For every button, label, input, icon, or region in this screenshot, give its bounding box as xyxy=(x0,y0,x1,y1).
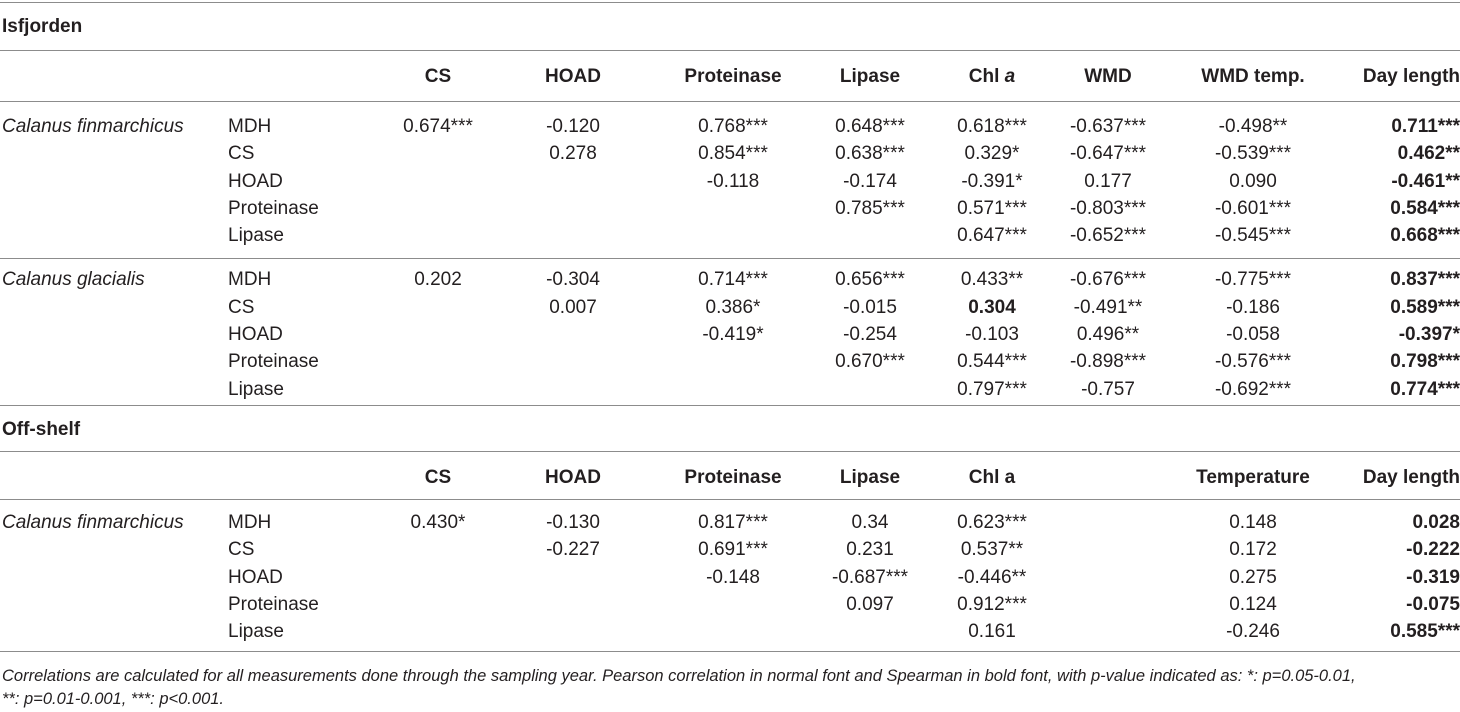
footnote-line: Correlations are calculated for all measurements done through the sampling year. Pearson correlation in normal font and Spearman in bold font, with p-value indicated as: *: p=0.05-0.01, xyxy=(2,667,1356,685)
cell: 0.097 xyxy=(846,594,894,615)
cell: 0.544*** xyxy=(957,351,1027,372)
cell: -0.148 xyxy=(706,567,760,588)
footnote-line: **: p=0.01-0.001, ***: p<0.001. xyxy=(2,690,225,708)
cell: 0.148 xyxy=(1229,512,1277,533)
cell: 0.496** xyxy=(1076,324,1140,345)
cell: -0.461** xyxy=(1391,171,1460,192)
rule-section-separator xyxy=(0,405,1460,406)
row-label: Lipase xyxy=(228,225,284,246)
cell: -0.687*** xyxy=(831,567,909,588)
row-label: HOAD xyxy=(228,171,283,192)
col-header: Day length xyxy=(1362,467,1460,488)
cell: 0.638*** xyxy=(835,143,905,164)
species-label: Calanus finmarchicus xyxy=(2,116,184,137)
cell: -0.601*** xyxy=(1214,198,1292,219)
table-footnote xyxy=(2,665,1458,711)
rule-top xyxy=(0,2,1460,3)
cell: 0.278 xyxy=(549,143,597,164)
cell: 0.231 xyxy=(846,539,894,560)
rule-offshelf-title xyxy=(0,451,1460,452)
row-label: Lipase xyxy=(228,621,284,642)
cell: 0.537** xyxy=(960,539,1024,560)
row-label: HOAD xyxy=(228,324,283,345)
cell: 0.028 xyxy=(1412,512,1460,533)
row-label: CS xyxy=(228,539,255,560)
cell: -0.652*** xyxy=(1069,225,1147,246)
col-header: Temperature xyxy=(1196,467,1310,488)
species-label: Calanus glacialis xyxy=(2,269,145,290)
cell: 0.433** xyxy=(960,269,1024,290)
cell: 0.202 xyxy=(414,269,462,290)
row-label: Proteinase xyxy=(228,198,319,219)
row-label: Lipase xyxy=(228,379,284,400)
col-header: Proteinase xyxy=(684,467,782,488)
row-label: HOAD xyxy=(228,567,283,588)
col-header: Chl a xyxy=(968,467,1016,488)
col-header: Proteinase xyxy=(684,66,782,87)
cell: 0.386* xyxy=(705,297,761,318)
cell: -0.174 xyxy=(843,171,897,192)
cell: 0.674*** xyxy=(403,116,473,137)
cell: -0.075 xyxy=(1406,594,1460,615)
col-header: WMD temp. xyxy=(1201,66,1305,87)
cell: 0.585*** xyxy=(1390,621,1460,642)
cell: -0.120 xyxy=(546,116,600,137)
cell: 0.798*** xyxy=(1390,351,1460,372)
row-label: MDH xyxy=(228,269,272,290)
cell: 0.329* xyxy=(964,143,1020,164)
cell: 0.714*** xyxy=(698,269,768,290)
cell: -0.254 xyxy=(843,324,897,345)
cell: 0.774*** xyxy=(1390,379,1460,400)
col-header: WMD xyxy=(1084,66,1132,87)
cell: -0.391* xyxy=(961,171,1023,192)
cell: 0.854*** xyxy=(698,143,768,164)
row-label: Proteinase xyxy=(228,594,319,615)
cell: -0.803*** xyxy=(1069,198,1147,219)
cell: 0.797*** xyxy=(957,379,1027,400)
cell: -0.186 xyxy=(1226,297,1280,318)
cell: 0.589*** xyxy=(1390,297,1460,318)
cell: 0.462** xyxy=(1397,143,1460,164)
cell: 0.584*** xyxy=(1390,198,1460,219)
cell: -0.103 xyxy=(965,324,1019,345)
cell: -0.539*** xyxy=(1214,143,1292,164)
cell: -0.419* xyxy=(702,324,764,345)
cell: -0.319 xyxy=(1406,567,1460,588)
cell: 0.007 xyxy=(549,297,597,318)
cell: -0.227 xyxy=(546,539,600,560)
cell: -0.397* xyxy=(1398,324,1460,345)
section-title-isfjorden: Isfjorden xyxy=(2,16,83,37)
cell: -0.446** xyxy=(957,567,1027,588)
cell: 0.304 xyxy=(968,297,1016,318)
cell: 0.648*** xyxy=(835,116,905,137)
cell: -0.015 xyxy=(843,297,897,318)
col-header: CS xyxy=(424,66,452,87)
row-label: Proteinase xyxy=(228,351,319,372)
cell: 0.670*** xyxy=(835,351,905,372)
rule-isfjorden-header xyxy=(0,101,1460,102)
cell: 0.912*** xyxy=(957,594,1027,615)
cell: -0.676*** xyxy=(1069,269,1147,290)
cell: -0.757 xyxy=(1081,379,1135,400)
cell: 0.275 xyxy=(1229,567,1277,588)
cell: 0.656*** xyxy=(835,269,905,290)
cell: 0.161 xyxy=(968,621,1016,642)
col-header: Chl a xyxy=(968,66,1016,87)
cell: -0.304 xyxy=(546,269,600,290)
col-header: Day length xyxy=(1362,66,1460,87)
cell: 0.668*** xyxy=(1390,225,1460,246)
col-header: Lipase xyxy=(839,467,901,488)
cell: -0.692*** xyxy=(1214,379,1292,400)
row-label: MDH xyxy=(228,116,272,137)
cell: -0.576*** xyxy=(1214,351,1292,372)
row-label: CS xyxy=(228,143,255,164)
cell: 0.691*** xyxy=(698,539,768,560)
cell: 0.768*** xyxy=(698,116,768,137)
cell: -0.775*** xyxy=(1214,269,1292,290)
rule-group-separator xyxy=(0,258,1460,259)
cell: 0.090 xyxy=(1229,171,1277,192)
cell: -0.498** xyxy=(1218,116,1288,137)
cell: 0.124 xyxy=(1229,594,1277,615)
cell: -0.058 xyxy=(1226,324,1280,345)
cell: -0.637*** xyxy=(1069,116,1147,137)
cell: -0.647*** xyxy=(1069,143,1147,164)
cell: 0.837*** xyxy=(1390,269,1460,290)
cell: 0.430* xyxy=(410,512,466,533)
cell: -0.898*** xyxy=(1069,351,1147,372)
cell: 0.34 xyxy=(851,512,889,533)
row-label: CS xyxy=(228,297,255,318)
cell: -0.246 xyxy=(1226,621,1280,642)
rule-bottom xyxy=(0,651,1460,652)
cell: 0.177 xyxy=(1084,171,1132,192)
col-header: Lipase xyxy=(839,66,901,87)
rule-offshelf-header xyxy=(0,499,1460,500)
cell: -0.491** xyxy=(1073,297,1143,318)
cell: -0.222 xyxy=(1406,539,1460,560)
cell: -0.118 xyxy=(706,171,760,192)
section-title-offshelf: Off-shelf xyxy=(2,419,81,440)
col-header: HOAD xyxy=(545,66,601,87)
cell: -0.545*** xyxy=(1214,225,1292,246)
cell: 0.571*** xyxy=(957,198,1027,219)
cell: 0.618*** xyxy=(957,116,1027,137)
cell: 0.817*** xyxy=(698,512,768,533)
species-label: Calanus finmarchicus xyxy=(2,512,184,533)
cell: 0.623*** xyxy=(957,512,1027,533)
rule-isfjorden-title xyxy=(0,50,1460,51)
row-label: MDH xyxy=(228,512,272,533)
cell: 0.711*** xyxy=(1391,116,1460,137)
col-header: CS xyxy=(424,467,452,488)
cell: 0.785*** xyxy=(835,198,905,219)
cell: -0.130 xyxy=(546,512,600,533)
cell: 0.647*** xyxy=(957,225,1027,246)
col-header: HOAD xyxy=(545,467,601,488)
cell: 0.172 xyxy=(1229,539,1277,560)
